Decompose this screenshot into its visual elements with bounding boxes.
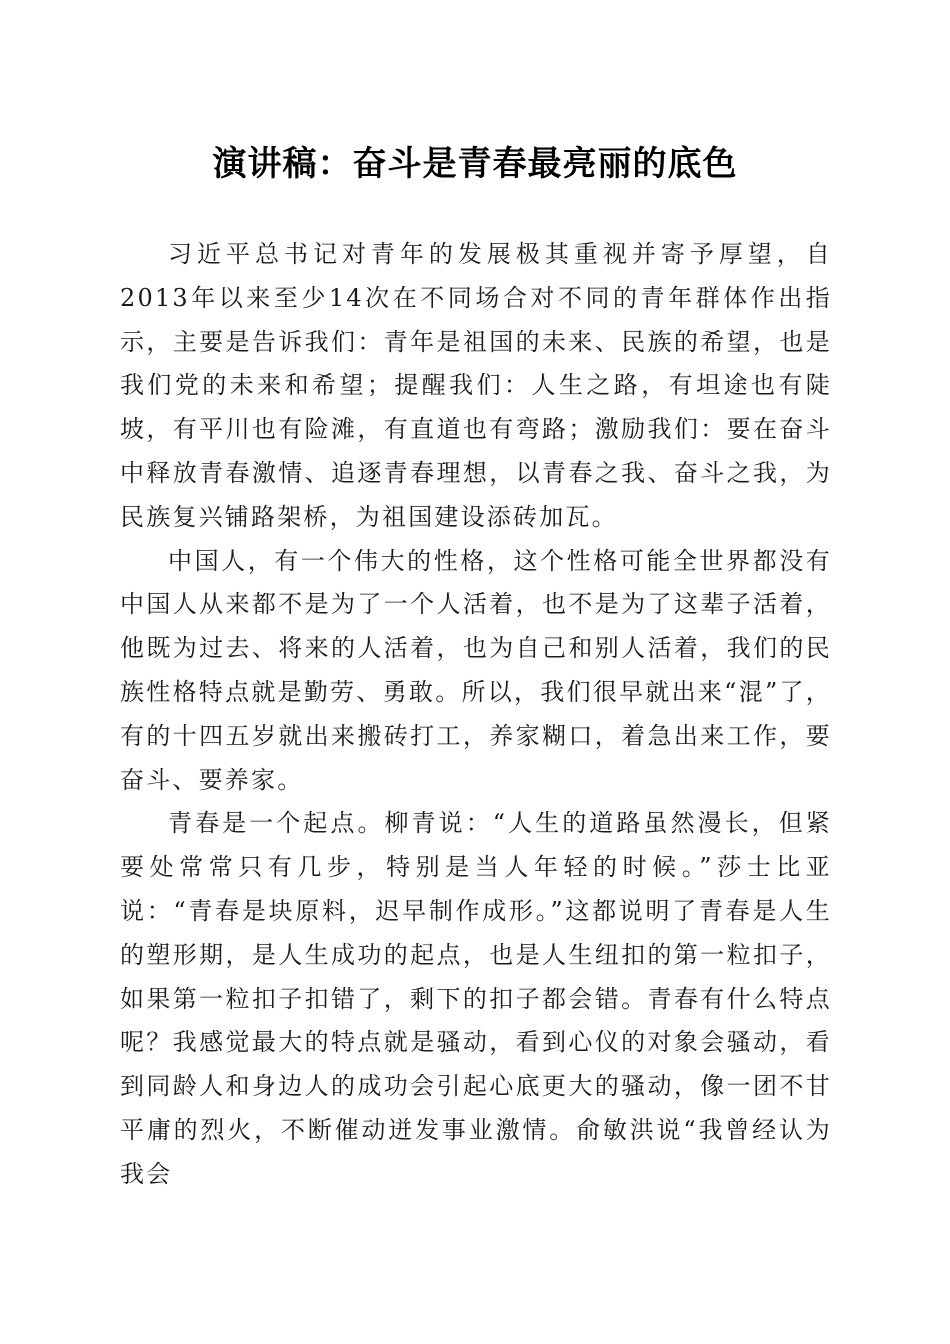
paragraph-3: 青春是一个起点。柳青说：“人生的道路虽然漫长，但紧要处常常只有几步，特别是当人年轻的时候。”莎士比亚说：“青春是块原料，迟早制作成形。”这都说明了青春是人生的塑形期，是人生成功的起点，也是人生纽扣的第一粒扣子，如果第一粒扣子扣错了，剩下的扣子都会错。青春有什么特点呢？我感觉最大的特点就是骚动，看到心仪的对象会骚动，看到同龄人和身边人的成功会引起心底更大的骚动，像一团不甘平庸的烈火，不断催动迸发事业激情。俞敏洪说“我曾经认为我会 bbox=[120, 809, 832, 1188]
paragraph-1: 习近平总书记对青年的发展极其重视并寄予厚望，自2013年以来至少14次在不同场合对不同的青年群体作出指示，主要是告诉我们：青年是祖国的未来、民族的希望，也是我们党的未来和希望；提醒我们：人生之路，有坦途也有陡坡，有平川也有险滩，有直道也有弯路；激励我们：要在奋斗中释放青春激情、追逐青春理想，以青春之我、奋斗之我，为民族复兴铺路架桥，为祖国建设添砖加瓦。 bbox=[120, 240, 832, 531]
document-body bbox=[120, 233, 832, 1197]
paragraph-2: 中国人，有一个伟大的性格，这个性格可能全世界都没有中国人从来都不是为了一个人活着，也不是为了这辈子活着，他既为过去、将来的人活着，也为自己和别人活着，我们的民族性格特点就是勤劳、勇敢。所以，我们很早就出来“混”了，有的十四五岁就出来搬砖打工，养家糊口，着急出来工作，要奋斗、要养家。 bbox=[120, 546, 832, 794]
document-title: 演讲稿：奋斗是青春最亮丽的底色 bbox=[212, 144, 738, 184]
